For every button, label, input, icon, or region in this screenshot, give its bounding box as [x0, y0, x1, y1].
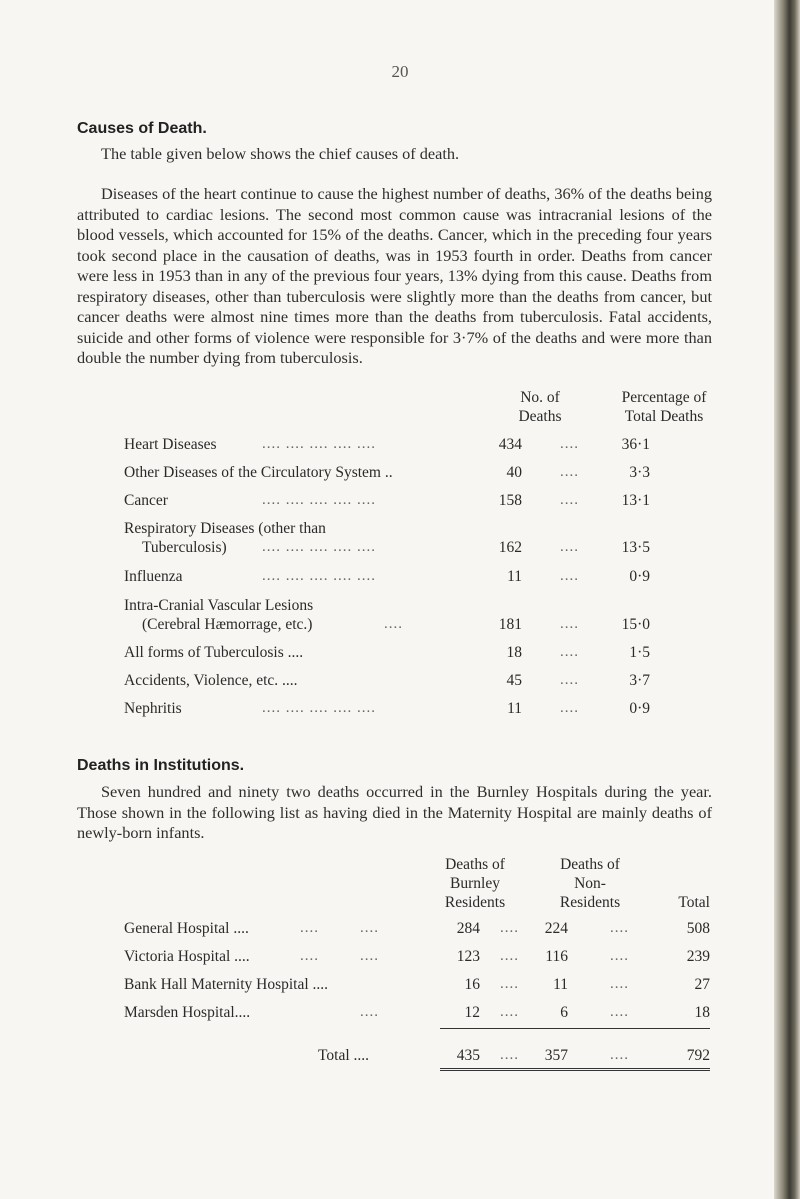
row-label: Bank Hall Maternity Hospital ....	[124, 976, 329, 993]
row-leader: ....	[360, 1004, 379, 1020]
row-leader: ....	[360, 948, 379, 964]
total-non-residents: 357	[544, 1047, 568, 1064]
row-deaths: 11	[507, 700, 522, 717]
row-dots: ....	[610, 976, 629, 992]
total-total: 792	[686, 1047, 710, 1064]
row-dots: ....	[560, 464, 579, 480]
row-dots: ....	[500, 1047, 519, 1063]
col-header-deaths: No. of Deaths	[518, 389, 562, 425]
row-non-residents: 116	[545, 948, 568, 965]
causes-heading: Causes of Death.	[77, 120, 207, 137]
col-header-total: Total	[678, 894, 710, 911]
row-total: 239	[686, 948, 710, 965]
total-rule-bottom	[440, 1068, 710, 1071]
total-label: Total ....	[318, 1047, 370, 1064]
row-dots: ....	[500, 948, 519, 964]
row-dots: ....	[560, 672, 579, 688]
row-dots: ....	[610, 1004, 629, 1020]
row-label: General Hospital ....	[124, 920, 249, 937]
causes-intro: The table given below shows the chief causes of death.	[101, 144, 460, 163]
row-leader: ....	[300, 920, 319, 936]
row-deaths: 45	[506, 672, 522, 689]
row-label: Victoria Hospital ....	[124, 948, 250, 965]
row-percentage: 0·9	[629, 568, 650, 585]
row-label: Other Diseases of the Circulatory System ..	[124, 464, 393, 481]
row-leader: .... .... .... .... ....	[262, 700, 376, 716]
row-dots: ....	[560, 616, 579, 632]
row-burnley: 284	[456, 920, 480, 937]
row-label: Respiratory Diseases (other than	[124, 520, 326, 537]
row-percentage: 36·1	[621, 436, 650, 453]
row-dots: ....	[500, 976, 519, 992]
table-row	[124, 596, 714, 636]
row-deaths: 158	[498, 492, 522, 509]
row-dots: ....	[610, 920, 629, 936]
row-label: Accidents, Violence, etc. ....	[124, 672, 298, 689]
row-burnley: 123	[456, 948, 480, 965]
row-deaths: 434	[498, 436, 522, 453]
row-label: All forms of Tuberculosis ....	[124, 644, 304, 661]
row-dots: ....	[610, 1047, 629, 1063]
col-header-percentage: Percentage of Total Deaths	[621, 389, 707, 425]
row-percentage: 3·3	[629, 464, 650, 481]
row-label: Intra-Cranial Vascular Lesions	[124, 597, 314, 614]
row-label-continued: (Cerebral Hæmorrage, etc.)	[142, 616, 313, 633]
row-leader: .... .... .... .... ....	[262, 436, 376, 452]
row-leader: .... .... .... .... ....	[262, 492, 376, 508]
row-leader: ....	[384, 616, 403, 632]
institutions-heading: Deaths in Institutions.	[77, 757, 245, 774]
causes-paragraph: Diseases of the heart continue to cause the highest number of deaths, 36% of the deaths being attributed to cardiac lesions. The second most common cause was intracranial lesions of the blood vessels, which accounted for 15% of the deaths. Cancer, which in the preceding four years took second place in the causation of deaths, was in 1953 fourth in order. Deaths from cancer were less in 1953 than in any of the previous four years, 13% dying from this cause. Deaths from respiratory diseases, other than tuberculosis were slightly more than the deaths from cancer, but cancer deaths were almost nine times more than the deaths from tuberculosis. Fatal accidents, suicide and other forms of violence were responsible for 3·7% of the deaths and were more than double the number dying from tuberculosis.	[77, 184, 712, 367]
row-deaths: 181	[498, 616, 522, 633]
row-dots: ....	[560, 539, 579, 555]
row-non-residents: 6	[560, 1004, 568, 1021]
page-number: 20	[391, 62, 409, 81]
row-dots: ....	[500, 920, 519, 936]
row-deaths: 11	[507, 568, 522, 585]
row-percentage: 13·1	[621, 492, 650, 509]
row-percentage: 13·5	[621, 539, 650, 556]
row-non-residents: 224	[544, 920, 568, 937]
row-burnley: 16	[464, 976, 480, 993]
row-dots: ....	[560, 492, 579, 508]
row-deaths: 162	[498, 539, 522, 556]
row-label-continued: Tuberculosis)	[142, 539, 227, 556]
row-leader: .... .... .... .... ....	[262, 539, 376, 555]
row-percentage: 15·0	[621, 616, 650, 633]
total-burnley: 435	[456, 1047, 480, 1064]
row-leader: ....	[300, 948, 319, 964]
institutions-paragraph: Seven hundred and ninety two deaths occurred in the Burnley Hospitals during the year. Those shown in the following list as having died in the Maternity Hospital are mainly deaths of newly-born infants.	[77, 782, 712, 842]
table-row	[124, 519, 714, 559]
row-total: 508	[686, 920, 710, 937]
col-header-burnley-residents: Deaths of Burnley Residents	[444, 856, 506, 911]
row-dots: ....	[560, 436, 579, 452]
row-label: Influenza	[124, 568, 183, 585]
row-deaths: 18	[506, 644, 522, 661]
page-edge-shadow	[774, 0, 800, 1199]
row-label: Heart Diseases	[124, 436, 217, 453]
row-deaths: 40	[506, 464, 522, 481]
row-dots: ....	[610, 948, 629, 964]
row-non-residents: 11	[553, 976, 568, 993]
row-label: Cancer	[124, 492, 168, 509]
row-label: Nephritis	[124, 700, 182, 717]
row-leader: ....	[360, 920, 379, 936]
row-label: Marsden Hospital....	[124, 1004, 251, 1021]
row-total: 18	[694, 1004, 710, 1021]
row-percentage: 0·9	[629, 700, 650, 717]
row-dots: ....	[500, 1004, 519, 1020]
row-dots: ....	[560, 700, 579, 716]
row-percentage: 1·5	[629, 644, 650, 661]
row-dots: ....	[560, 644, 579, 660]
row-total: 27	[694, 976, 710, 993]
row-percentage: 3·7	[629, 672, 650, 689]
row-dots: ....	[560, 568, 579, 584]
col-header-non-residents: Deaths of Non- Residents	[559, 856, 621, 911]
row-leader: .... .... .... .... ....	[262, 568, 376, 584]
total-rule-top	[440, 1028, 710, 1029]
row-burnley: 12	[464, 1004, 480, 1021]
